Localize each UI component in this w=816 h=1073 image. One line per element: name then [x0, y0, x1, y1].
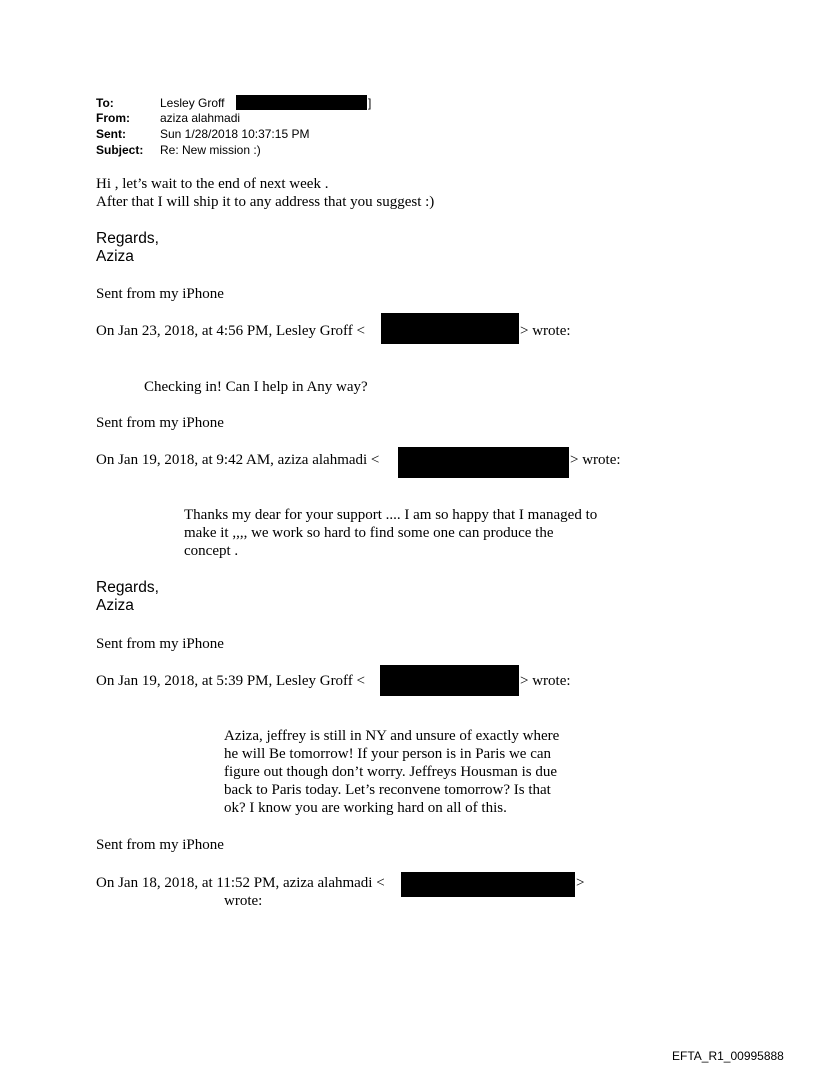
- to-value: Lesley Groff: [160, 96, 225, 110]
- to-label: To:: [96, 96, 114, 110]
- signature-text: Aziza: [96, 248, 134, 265]
- body-line: concept .: [184, 543, 239, 559]
- body-line: After that I will ship it to any address that you suggest :): [96, 194, 435, 210]
- to-bracket-close: ]: [368, 96, 372, 110]
- document-id: EFTA_R1_00995888: [672, 1049, 784, 1063]
- quote-intro: On Jan 19, 2018, at 9:42 AM, aziza alahmadi <: [96, 452, 380, 468]
- redaction-bar: [398, 447, 569, 478]
- quote-intro: On Jan 23, 2018, at 4:56 PM, Lesley Groff <: [96, 323, 365, 339]
- sent-from-text: Sent from my iPhone: [96, 636, 224, 652]
- quote-intro: On Jan 19, 2018, at 5:39 PM, Lesley Groff <: [96, 673, 365, 689]
- subject-label: Subject:: [96, 143, 144, 157]
- body-line: make it ,,,, we work so hard to find some one can produce the: [184, 525, 554, 541]
- body-line: Aziza, jeffrey is still in NY and unsure of exactly where: [224, 728, 560, 744]
- sent-value: Sun 1/28/2018 10:37:15 PM: [160, 127, 310, 141]
- body-line: Hi , let’s wait to the end of next week .: [96, 176, 329, 192]
- redaction-bar: [401, 872, 575, 897]
- from-label: From:: [96, 111, 130, 125]
- regards-text: Regards,: [96, 579, 159, 596]
- regards-text: Regards,: [96, 230, 159, 247]
- redaction-bar: [381, 313, 519, 344]
- sent-from-text: Sent from my iPhone: [96, 415, 224, 431]
- quote-intro: On Jan 18, 2018, at 11:52 PM, aziza alahmadi <: [96, 875, 385, 891]
- redaction-bar: [236, 95, 367, 110]
- quote-intro-suffix: > wrote:: [520, 323, 571, 339]
- signature-text: Aziza: [96, 597, 134, 614]
- from-value: aziza alahmadi: [160, 111, 241, 125]
- sent-label: Sent:: [96, 127, 126, 141]
- redaction-bar: [380, 665, 519, 696]
- body-line: he will Be tomorrow! If your person is in Paris we can: [224, 746, 552, 762]
- body-line: figure out though don’t worry. Jeffreys Housman is due: [224, 764, 558, 780]
- sent-from-text: Sent from my iPhone: [96, 286, 224, 302]
- subject-value: Re: New mission :): [160, 143, 261, 157]
- quote-intro-suffix: >: [576, 875, 585, 891]
- body-line: Thanks my dear for your support .... I am so happy that I managed to: [184, 507, 598, 523]
- quote-wrote: wrote:: [224, 893, 263, 909]
- body-line: ok? I know you are working hard on all of this.: [224, 800, 507, 816]
- body-line: Checking in! Can I help in Any way?: [144, 379, 368, 395]
- quote-intro-suffix: > wrote:: [520, 673, 571, 689]
- quote-intro-suffix: > wrote:: [570, 452, 621, 468]
- body-line: back to Paris today. Let’s reconvene tomorrow? Is that: [224, 782, 551, 798]
- sent-from-text: Sent from my iPhone: [96, 837, 224, 853]
